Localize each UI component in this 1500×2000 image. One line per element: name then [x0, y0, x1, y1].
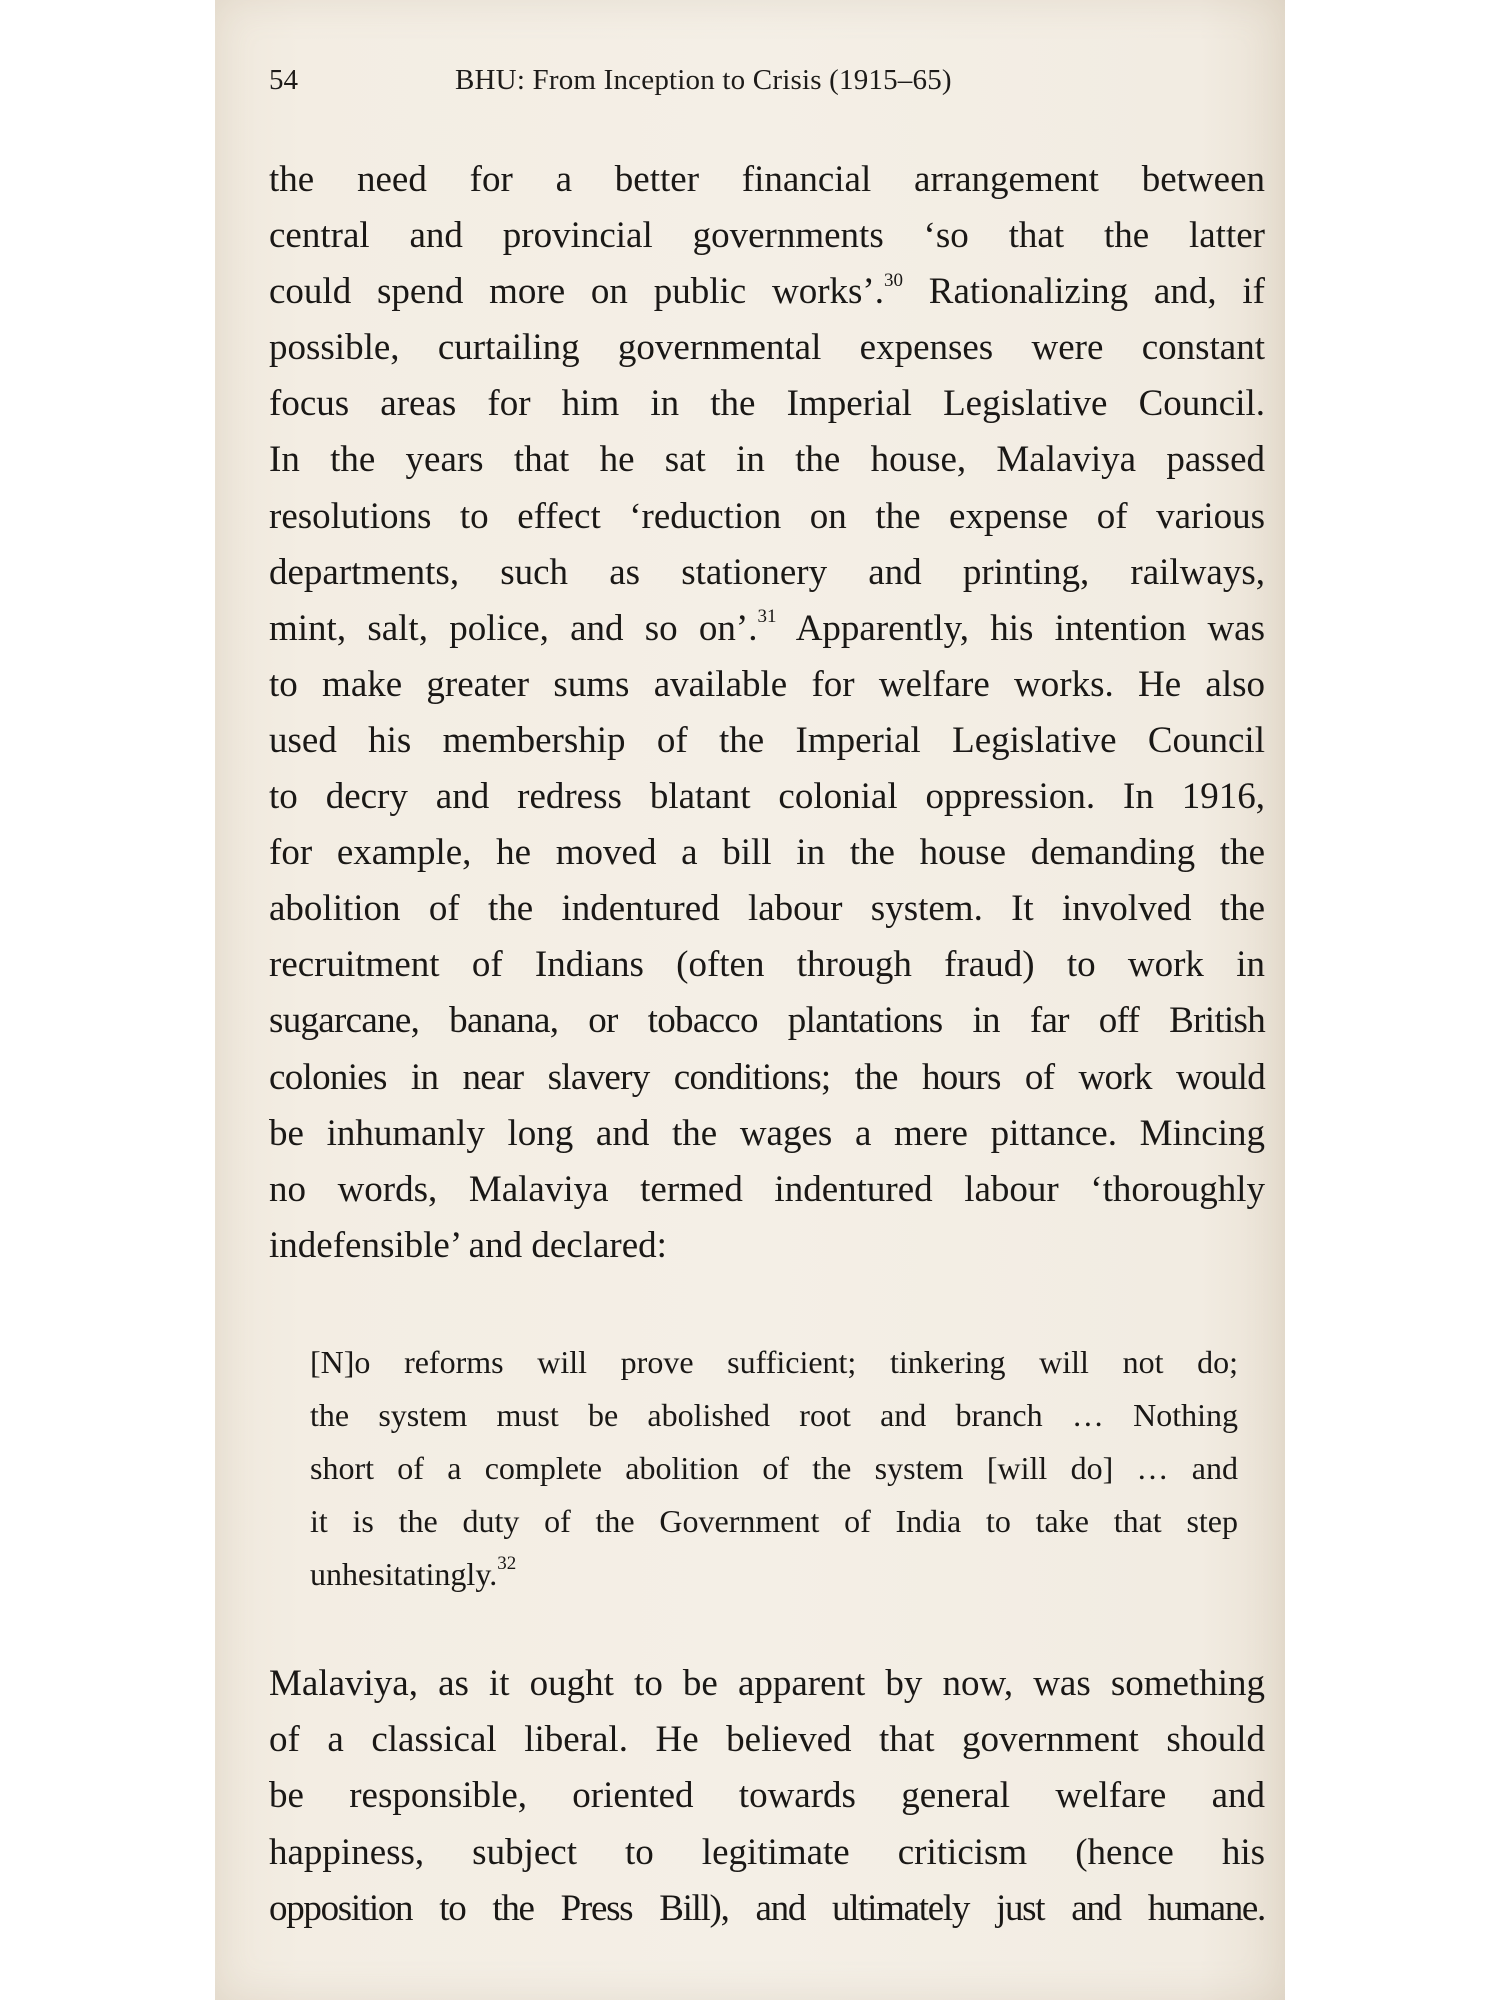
text-line: recruitment of Indians (often through fraud) to work in	[269, 944, 1265, 986]
running-title: BHU: From Inception to Crisis (1915–65)	[455, 64, 952, 96]
text-line: indefensible’ and declared:	[269, 1224, 667, 1266]
text-line: happiness, subject to legitimate criticism (hence his	[269, 1831, 1265, 1873]
footnote-ref-30: 30	[884, 269, 903, 291]
quote-line: [N]o reforms will prove sufficient; tinkering will not do;	[310, 1344, 1238, 1380]
text-line	[269, 601, 1265, 657]
text-fragment: Apparently, his intention was	[776, 607, 1265, 649]
text-line: for example, he moved a bill in the house demanding the	[269, 832, 1265, 874]
footnote-ref-31: 31	[757, 606, 777, 628]
text-line: of a classical liberal. He believed that government should	[269, 1719, 1265, 1761]
quote-line: short of a complete abolition of the system [will do] … and	[310, 1450, 1238, 1486]
running-header	[269, 60, 1269, 100]
text-fragment: Rationalizing and, if	[903, 271, 1265, 313]
quote-line: it is the duty of the Government of India to take that step	[310, 1503, 1238, 1539]
text-line: be inhumanly long and the wages a mere pittance. Mincing	[269, 1112, 1265, 1154]
text-line: focus areas for him in the Imperial Legislative Council.	[269, 383, 1265, 425]
text-fragment: mint, salt, police, and so on’.	[269, 607, 758, 649]
text-line: central and provincial governments ‘so that the latter	[269, 215, 1265, 257]
text-line: In the years that he sat in the house, Malaviya passed	[269, 439, 1265, 481]
text-line: sugarcane, banana, or tobacco plantations in far off British	[269, 1000, 1265, 1042]
text-line: be responsible, oriented towards general welfare and	[269, 1775, 1265, 1817]
quote-line	[310, 1548, 1238, 1601]
text-line: departments, such as stationery and printing, railways,	[269, 551, 1265, 593]
quote-line: the system must be abolished root and branch … Nothing	[310, 1397, 1238, 1433]
paragraph-1	[269, 152, 1265, 1274]
text-line: no words, Malaviya termed indentured labour ‘thoroughly	[269, 1168, 1265, 1210]
text-line: to make greater sums available for welfare works. He also	[269, 663, 1265, 705]
text-line: abolition of the indentured labour system. It involved the	[269, 888, 1265, 930]
text-line: used his membership of the Imperial Legislative Council	[269, 719, 1265, 761]
footnote-ref-32: 32	[497, 1553, 517, 1575]
book-page	[215, 0, 1285, 2000]
text-line: the need for a better financial arrangement between	[269, 159, 1265, 200]
text-line: opposition to the Press Bill), and ultimately just and humane.	[269, 1887, 1265, 1929]
text-line: possible, curtailing governmental expenses were constant	[269, 327, 1265, 369]
text-fragment: unhesitatingly.	[310, 1556, 498, 1592]
paragraph-2	[269, 1656, 1265, 1937]
text-line: to decry and redress blatant colonial oppression. In 1916,	[269, 776, 1265, 818]
block-quote	[310, 1336, 1238, 1601]
text-line: Malaviya, as it ought to be apparent by now, was something	[269, 1663, 1265, 1704]
text-line: colonies in near slavery conditions; the hours of work would	[269, 1056, 1265, 1098]
text-line	[269, 264, 1265, 320]
text-line: resolutions to effect ‘reduction on the expense of various	[269, 495, 1265, 537]
text-fragment: could spend more on public works’.	[269, 271, 884, 313]
page-number: 54	[269, 64, 298, 96]
